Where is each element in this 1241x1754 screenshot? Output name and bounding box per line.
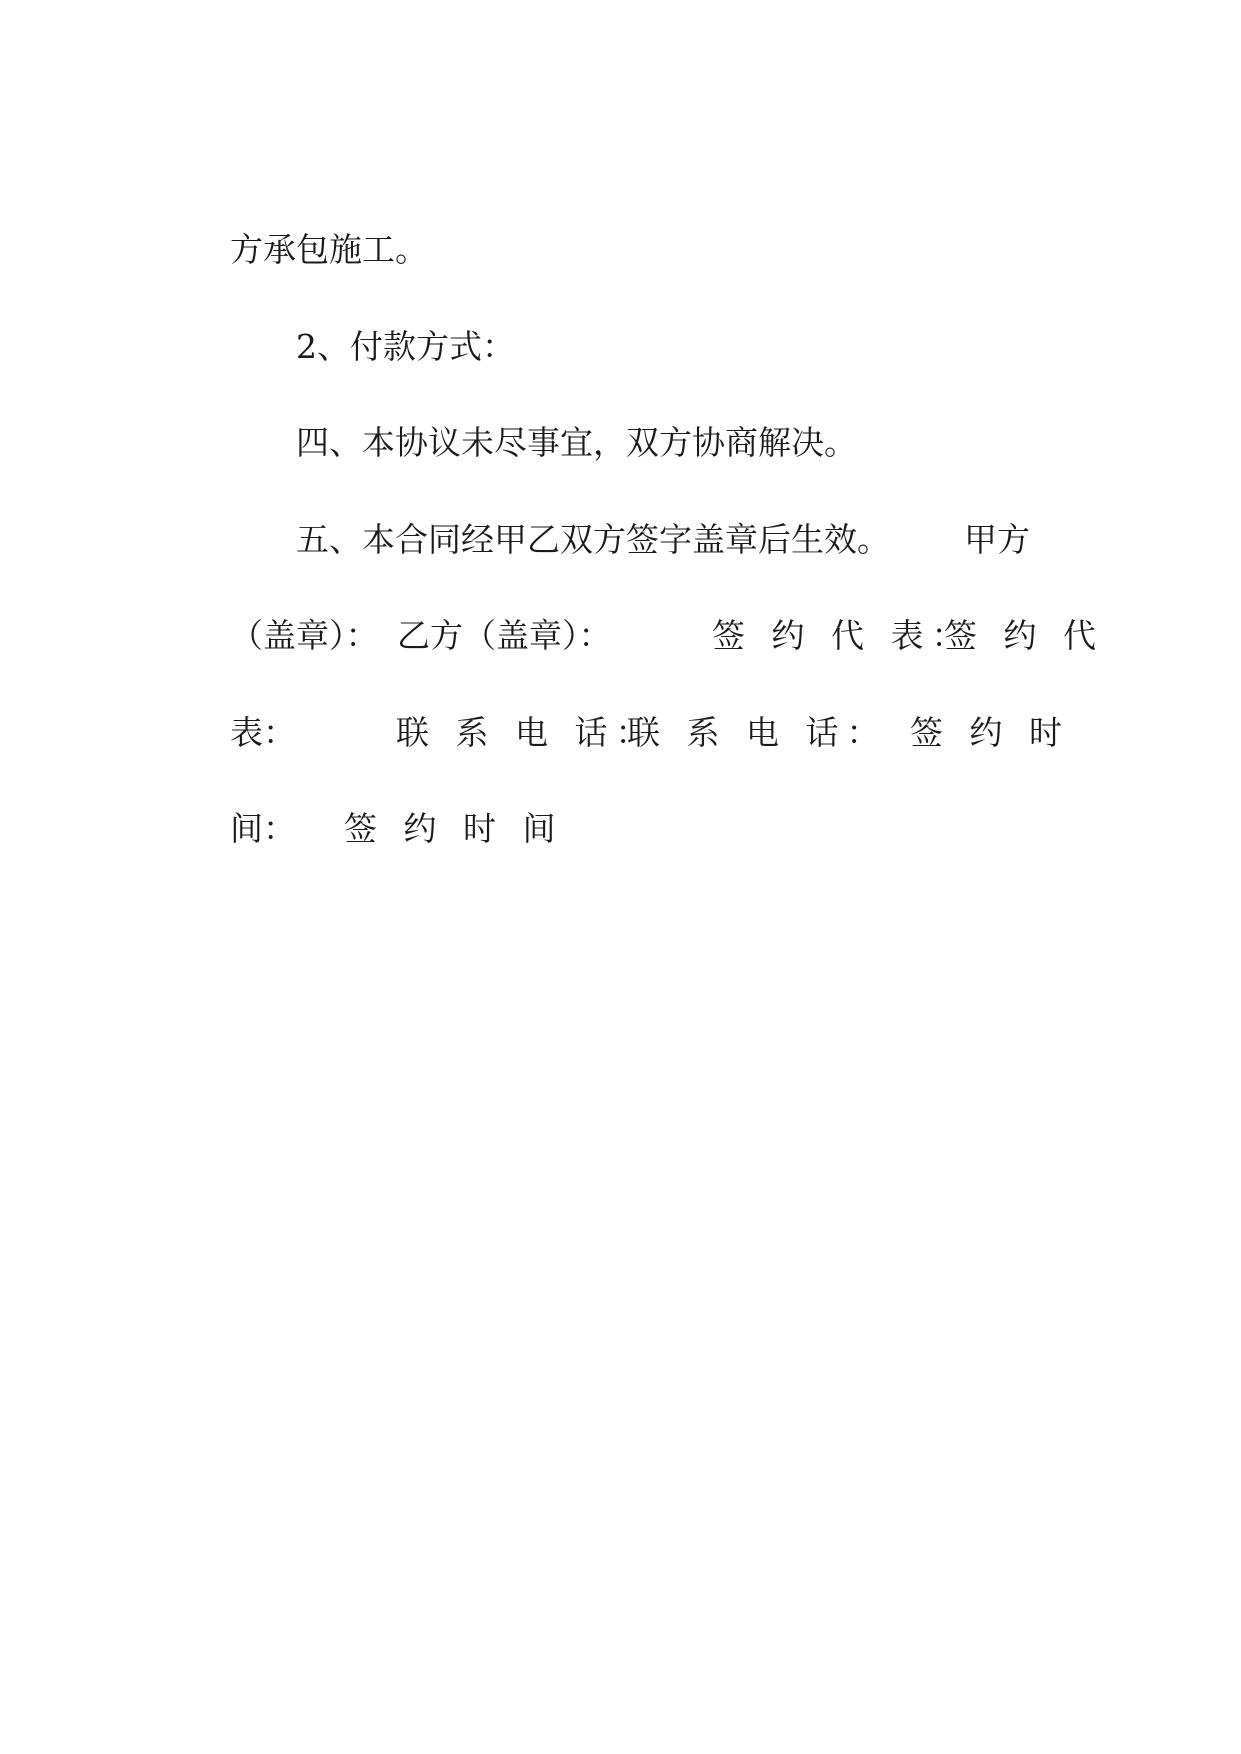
text-contact-phone-a: 联 系 电 话： <box>395 713 657 752</box>
text-contract-clause-end: 方承包施工。 <box>229 230 428 269</box>
text-party-a: 甲方 <box>963 520 1030 559</box>
text-party-b-seal: 乙方（盖章）： <box>396 616 612 655</box>
text-signing-time-a-start: 签 约 时 <box>909 713 1070 752</box>
text-signing-rep-b-start: 签 约 代 <box>943 616 1104 655</box>
text-clause-five: 五、本合同经甲乙双方签字盖章后生效。 <box>295 520 890 559</box>
paragraph-line-7b <box>270 754 564 848</box>
text-signing-time-a-end: 间： <box>229 809 296 848</box>
paragraph-line-4-right <box>922 465 1030 559</box>
paragraph-line-5d <box>870 561 1104 655</box>
paragraph-line-3 <box>254 368 857 462</box>
paragraph-line-1 <box>188 175 428 269</box>
text-party-a-seal: （盖章）： <box>229 616 379 655</box>
text-signing-rep-a: 签 约 代 表： <box>711 616 973 655</box>
text-payment-method: 2、付款方式： <box>295 327 515 366</box>
paragraph-line-2 <box>254 272 515 366</box>
text-clause-four: 四、本协议未尽事宜，双方协商解决。 <box>295 423 857 462</box>
paragraph-line-6a <box>188 658 296 752</box>
text-signing-rep-b-end: 表： <box>229 713 296 752</box>
paragraph-line-5a <box>188 561 379 655</box>
paragraph-line-5b <box>355 561 612 655</box>
paragraph-line-4 <box>254 465 890 559</box>
paragraph-line-6d <box>836 658 1070 752</box>
text-signing-time-b: 签 约 时 间 <box>343 809 564 848</box>
text-contact-phone-b: 联 系 电 话： <box>626 713 888 752</box>
